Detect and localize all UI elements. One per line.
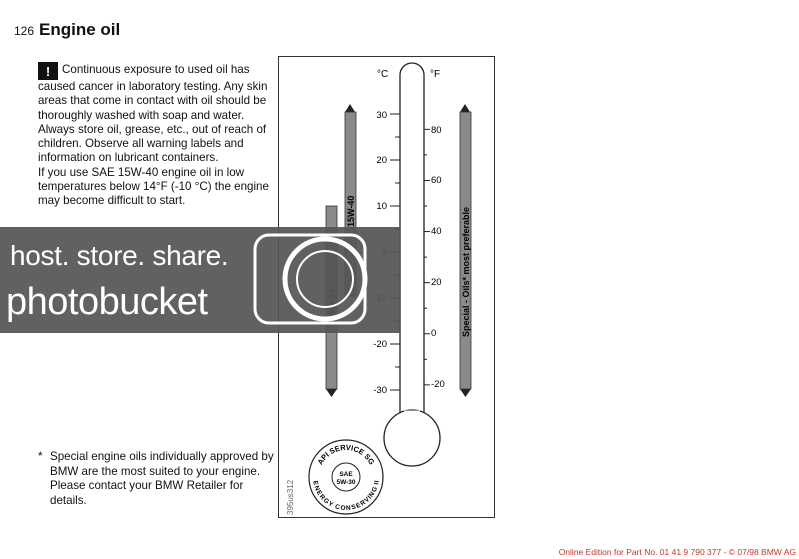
bar-15w40-label: 15W-40 <box>346 195 356 227</box>
seal-bottom-text: ENERGY CONSERVING II <box>311 480 381 513</box>
footnote <box>38 450 278 508</box>
bar-special-oils <box>460 104 471 397</box>
warning-text-2: Always store oil, grease, etc., out of reach of children. Observe all warning labels and information on lubricant containers. <box>38 122 267 165</box>
bar-special-label: Special - Oils* most preferable <box>461 206 471 337</box>
footnote-text: Special engine oils individually approved by BMW are the most suited to your engine. Please contact your BMW Retailer for details. <box>50 450 274 507</box>
c-tick-m20: -20 <box>373 339 387 350</box>
watermark-camera-icon <box>247 229 397 329</box>
f-tick-40: 40 <box>431 226 442 237</box>
warning-text-3: If you use SAE 15W-40 engine oil in low temperatures below 14°F (-10 °C) the engine may become difficult to start. <box>38 165 269 208</box>
f-tick-60: 60 <box>431 175 442 186</box>
footnote-marker: * <box>38 450 43 463</box>
page-number: 126 <box>14 24 35 38</box>
page-footer: Online Edition for Part No. 01 41 9 790 377 - © 07/98 BMW AG <box>558 547 796 557</box>
figure-code: 395us312 <box>286 479 295 515</box>
f-tick-m20: -20 <box>431 379 445 390</box>
celsius-unit-label: °C <box>377 69 389 80</box>
c-tick-20: 20 <box>376 155 387 166</box>
api-service-seal-icon <box>309 440 383 514</box>
fahrenheit-unit-label: °F <box>430 69 441 80</box>
warning-triangle-icon: ! <box>38 62 58 80</box>
seal-center-1: SAE <box>339 471 353 478</box>
page-title: Engine oil <box>39 20 121 39</box>
c-tick-m30: -30 <box>373 385 387 396</box>
seal-center-2: 5W-30 <box>336 479 356 486</box>
c-tick-10: 10 <box>376 201 387 212</box>
watermark-tagline: host. store. share. <box>10 240 229 271</box>
f-tick-20: 20 <box>431 277 442 288</box>
warning-block <box>38 62 276 209</box>
c-tick-30: 30 <box>376 110 387 121</box>
warning-text-1: Continuous exposure to used oil has caused cancer in laboratory testing. Any skin areas that come in contact with oil should be thoroughly washed with soap and water. <box>38 63 268 122</box>
watermark-brand: photobucket <box>6 281 208 323</box>
f-tick-0: 0 <box>431 328 437 339</box>
seal-top-text: API SERVICE SG <box>315 442 377 467</box>
f-tick-80: 80 <box>431 125 442 136</box>
